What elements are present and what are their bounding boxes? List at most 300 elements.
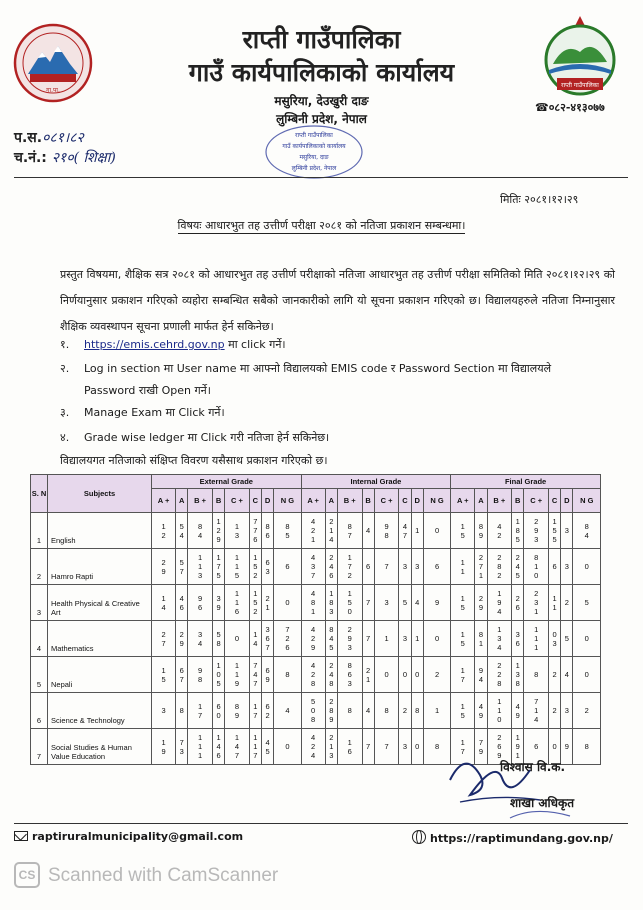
cell-value: 3 (402, 562, 408, 571)
external-grade-cell (274, 693, 301, 729)
final-grade-cell (561, 549, 573, 585)
cell-value: 3 (564, 526, 569, 535)
cell-value: 1 6 (347, 737, 352, 756)
internal-grade-cell (337, 549, 362, 585)
external-grade-cell (274, 657, 301, 693)
reference-ps (14, 128, 84, 147)
cell-value: 6 (534, 742, 539, 751)
subject-text: विषयः आधारभुत तह उत्तीर्ण परीक्षा २०८१ को नतिजा प्रकाशन सम्बन्धमा। (177, 219, 466, 232)
final-grade-cell (512, 693, 524, 729)
cell-value: 2 (402, 706, 408, 715)
external-grade-cell (249, 657, 261, 693)
row-sn: 5 (31, 657, 48, 693)
external-grade-cell (188, 657, 213, 693)
cell-value: 7 (384, 742, 389, 751)
external-grade-cell (225, 729, 250, 765)
cell-value: 7 (384, 562, 389, 571)
cell-value: 1 1 1 (534, 625, 539, 652)
cell-value: 3 9 (216, 593, 221, 612)
external-grade-cell (225, 513, 250, 549)
table-row (31, 657, 601, 693)
grade-header: B (512, 489, 524, 513)
cell-value: 1 (384, 634, 389, 643)
grade-header: B (212, 489, 224, 513)
step-number: २. (60, 362, 70, 375)
external-grade-cell (262, 729, 274, 765)
external-grade-cell (212, 585, 224, 621)
final-grade-cell (451, 513, 475, 549)
cell-value: 3 (415, 562, 420, 571)
cell-value: 8 1 (478, 629, 483, 648)
cell-value: 8 5 (285, 521, 290, 540)
cell-value: 2 6 (515, 593, 520, 612)
cell-value: 4 2 1 (311, 517, 316, 544)
final-grade-cell (487, 513, 512, 549)
external-grade-cell (225, 549, 250, 585)
cell-value: 1 1 0 (497, 697, 502, 724)
row-subject: Mathematics (48, 621, 152, 657)
internal-grade-cell (399, 549, 411, 585)
cell-value: 5 (564, 634, 569, 643)
cell-value: 3 4 (198, 629, 203, 648)
cell-value: 2 9 (161, 557, 166, 576)
final-grade-cell (561, 621, 573, 657)
cell-value: 0 (415, 742, 420, 751)
cell-value: 1 5 (460, 521, 465, 540)
cell-value: 7 (366, 598, 371, 607)
final-grade-cell (561, 585, 573, 621)
cell-value: 6 2 (265, 701, 270, 720)
office-title-line2: गाउँ कार्यपालिकाको कार्यालय (188, 58, 455, 87)
cell-value: 0 (384, 670, 389, 679)
internal-grade-cell (362, 693, 374, 729)
final-grade-cell (561, 513, 573, 549)
final-grade-cell (524, 585, 549, 621)
cell-value: 7 (366, 742, 371, 751)
signatory-name: विश्वास वि.क. (500, 760, 566, 774)
footer-website (412, 830, 613, 845)
office-address-line1: मसुरिया, देउखुरी दाङ (274, 94, 369, 108)
external-grade-cell (249, 621, 261, 657)
cell-value: 8 9 (234, 701, 240, 720)
final-grade-cell (524, 693, 549, 729)
step-1 (60, 337, 286, 352)
cell-value: 1 5 (460, 593, 465, 612)
results-body (31, 513, 601, 765)
step-number: १. (60, 338, 70, 351)
internal-grade-header: Internal Grade (301, 475, 451, 489)
letter-subject (0, 218, 643, 233)
internal-grade-cell (374, 693, 399, 729)
internal-grade-cell (362, 621, 374, 657)
internal-grade-cell (337, 513, 362, 549)
step-text: मा click गर्ने। (224, 338, 286, 351)
cell-value: 1 5 2 (253, 553, 258, 580)
cell-value: 6 (552, 562, 557, 571)
internal-grade-cell (337, 657, 362, 693)
camscanner-watermark (14, 862, 278, 888)
external-grade-cell (176, 693, 188, 729)
cell-value: 1 (415, 526, 420, 535)
internal-grade-cell (362, 513, 374, 549)
internal-grade-cell (411, 585, 423, 621)
ps-value: ०८१।८२ (42, 130, 84, 146)
internal-grade-cell (362, 729, 374, 765)
internal-grade-cell (374, 585, 399, 621)
internal-grade-cell (362, 585, 374, 621)
external-grade-cell (225, 693, 250, 729)
emis-link[interactable]: https://emis.cehrd.gov.np (84, 338, 225, 351)
cell-value: 4 9 (478, 701, 483, 720)
cell-value: 2 8 2 (497, 553, 502, 580)
row-subject: English (48, 513, 152, 549)
final-grade-cell (524, 513, 549, 549)
cell-value: 1 4 (253, 629, 258, 648)
grade-header: A + (152, 489, 176, 513)
final-grade-cell (475, 585, 487, 621)
step-4 (60, 430, 329, 445)
cell-value: 4 3 7 (311, 553, 316, 580)
cell-value: 1 1 7 (253, 733, 258, 760)
cell-value: 7 2 6 (285, 625, 290, 652)
external-grade-cell (262, 693, 274, 729)
col-subjects-header: Subjects (48, 475, 152, 513)
svg-text:गाउँ कार्यपालिकाको कार्यालय: गाउँ कार्यपालिकाको कार्यालय (282, 143, 346, 150)
internal-grade-cell (411, 621, 423, 657)
cell-value: 1 8 5 (515, 517, 520, 544)
final-grade-cell (512, 657, 524, 693)
final-grade-cell (451, 693, 475, 729)
cell-value: 7 (366, 634, 371, 643)
final-grade-cell (573, 585, 601, 621)
table-row (31, 693, 601, 729)
internal-grade-cell (374, 657, 399, 693)
internal-grade-cell (411, 693, 423, 729)
cell-value: 2 7 1 (478, 553, 483, 580)
cell-value: 6 7 (179, 665, 184, 684)
cell-value: 4 2 (497, 521, 502, 540)
external-grade-cell (212, 621, 224, 657)
cell-value: 1 7 (198, 701, 203, 720)
cell-value: 8 6 3 (347, 661, 352, 688)
cell-value: 0 (434, 634, 440, 643)
internal-grade-cell (301, 621, 325, 657)
external-grade-cell (176, 585, 188, 621)
cell-value: 4 2 9 (311, 625, 316, 652)
external-grade-cell (212, 729, 224, 765)
footer-divider (14, 823, 628, 824)
cell-value: 2 (552, 706, 557, 715)
external-grade-cell (262, 549, 274, 585)
external-grade-cell (188, 513, 213, 549)
cell-value: 0 (285, 598, 290, 607)
external-grade-cell (262, 657, 274, 693)
office-address-line2: लुम्बिनी प्रदेश, नेपाल (276, 112, 367, 126)
external-grade-cell (152, 549, 176, 585)
office-phone: ☎०८२-४१३०७७ (535, 101, 605, 114)
external-grade-cell (176, 729, 188, 765)
cell-value: 5 8 (216, 629, 221, 648)
row-subject: Nepali (48, 657, 152, 693)
cell-value: 1 (434, 706, 440, 715)
summary-note: विद्यालयगत नतिजाको संक्षिप्त विवरण यसैसाथ प्रकाशन गरिएको छ। (60, 454, 328, 467)
svg-text:राप्ती गाउँपालिका: राप्ती गाउँपालिका (295, 132, 333, 139)
external-grade-cell (225, 585, 250, 621)
cell-value: 8 (415, 706, 420, 715)
final-grade-cell (524, 621, 549, 657)
cell-value: 2 1 (366, 665, 371, 684)
cell-value: 0 (402, 670, 408, 679)
internal-grade-cell (301, 513, 325, 549)
cell-value: 2 9 3 (347, 625, 352, 652)
row-sn: 1 (31, 513, 48, 549)
final-grade-cell (524, 549, 549, 585)
cell-value: 1 4 6 (216, 733, 221, 760)
internal-grade-cell (411, 513, 423, 549)
final-grade-cell (512, 621, 524, 657)
cell-value: 2 (584, 706, 589, 715)
grade-header: A (176, 489, 188, 513)
grade-header: A + (301, 489, 325, 513)
final-grade-header: Final Grade (451, 475, 601, 489)
cell-value: 1 1 5 (234, 553, 240, 580)
internal-grade-cell (374, 621, 399, 657)
internal-grade-cell (337, 585, 362, 621)
external-grade-cell (152, 693, 176, 729)
cell-value: 1 5 (460, 629, 465, 648)
cell-value: 9 8 (384, 521, 389, 540)
cell-value: 8 1 0 (534, 553, 539, 580)
internal-grade-cell (399, 621, 411, 657)
final-grade-cell (548, 585, 560, 621)
grade-header: B + (487, 489, 512, 513)
row-subject: Hamro Rapti (48, 549, 152, 585)
cell-value: 7 4 7 (253, 661, 258, 688)
grade-header: A + (451, 489, 475, 513)
cell-value: 1 5 5 (552, 517, 557, 544)
grade-header: B (362, 489, 374, 513)
final-grade-cell (548, 513, 560, 549)
row-sn: 6 (31, 693, 48, 729)
cell-value: 1 1 3 (198, 553, 203, 580)
grade-header: C + (374, 489, 399, 513)
external-grade-cell (225, 657, 250, 693)
row-sn: 2 (31, 549, 48, 585)
internal-grade-cell (399, 585, 411, 621)
internal-grade-cell (423, 585, 450, 621)
cell-value: 1 5 2 (253, 589, 258, 616)
internal-grade-cell (374, 513, 399, 549)
results-table (30, 474, 601, 765)
step-text: Manage Exam मा Click गर्ने। (84, 406, 225, 419)
cell-value: 8 (584, 742, 589, 751)
cell-value: 9 8 (198, 665, 203, 684)
internal-grade-cell (399, 729, 411, 765)
cell-value: 9 (434, 598, 440, 607)
cell-value: 3 (161, 706, 166, 715)
internal-grade-cell (325, 621, 337, 657)
final-grade-cell (475, 693, 487, 729)
cell-value: 1 9 4 (497, 589, 502, 616)
cell-value: 0 (552, 742, 557, 751)
cell-value: 4 (366, 706, 371, 715)
external-grade-cell (262, 513, 274, 549)
cell-value: 1 3 4 (497, 625, 502, 652)
cell-value: 8 4 (584, 521, 589, 540)
grade-header: D (411, 489, 423, 513)
cell-value: 0 (584, 562, 589, 571)
cell-value: 2 6 9 (497, 733, 502, 760)
internal-grade-cell (325, 657, 337, 693)
cell-value: 4 8 1 (311, 589, 316, 616)
website-text[interactable]: https://raptimundang.gov.np/ (430, 832, 613, 845)
external-grade-header: External Grade (152, 475, 302, 489)
cell-value: 1 9 (161, 737, 166, 756)
final-grade-cell (487, 657, 512, 693)
external-grade-cell (212, 549, 224, 585)
final-grade-cell (475, 513, 487, 549)
cell-value: 1 (415, 634, 420, 643)
final-grade-cell (548, 549, 560, 585)
final-grade-cell (573, 621, 601, 657)
cell-value: 0 (434, 526, 440, 535)
external-grade-cell (249, 585, 261, 621)
cell-value: 1 5 (161, 665, 166, 684)
cell-value: 8 6 (265, 521, 270, 540)
external-grade-cell (188, 585, 213, 621)
cn-value: २१०( शिक्षा) (51, 150, 116, 166)
cell-value: 1 1 6 (234, 589, 240, 616)
cell-value: 1 8 3 (329, 589, 334, 616)
cell-value: 2 3 1 (534, 589, 539, 616)
final-grade-cell (487, 585, 512, 621)
internal-grade-cell (337, 621, 362, 657)
final-grade-cell (524, 657, 549, 693)
cell-value: 2 2 8 (497, 661, 502, 688)
cell-value: 4 2 8 (311, 661, 316, 688)
reference-cn (14, 148, 116, 167)
mail-icon (14, 831, 28, 841)
cell-value: 8 (534, 670, 539, 679)
internal-grade-cell (362, 657, 374, 693)
final-grade-cell (573, 657, 601, 693)
cell-value: 9 6 (198, 593, 203, 612)
cell-value: 1 2 9 (216, 517, 221, 544)
external-grade-cell (249, 693, 261, 729)
final-grade-cell (573, 549, 601, 585)
internal-grade-cell (337, 729, 362, 765)
final-grade-cell (451, 585, 475, 621)
final-grade-cell (451, 657, 475, 693)
external-grade-cell (176, 657, 188, 693)
cell-value: 6 (285, 562, 290, 571)
ps-label: प.स. (14, 130, 43, 146)
cell-value: 8 (285, 670, 290, 679)
cell-value: 5 4 (179, 521, 184, 540)
internal-grade-cell (325, 549, 337, 585)
external-grade-cell (274, 621, 301, 657)
cell-value: 1 9 1 (515, 733, 520, 760)
cell-value: 2 9 (179, 629, 184, 648)
final-grade-cell (487, 621, 512, 657)
cell-value: 8 7 (347, 521, 352, 540)
internal-grade-cell (325, 585, 337, 621)
external-grade-cell (152, 729, 176, 765)
camscanner-badge: CS (14, 862, 40, 888)
cell-value: 1 1 9 (234, 661, 240, 688)
cell-value: 7 1 4 (534, 697, 539, 724)
internal-grade-cell (399, 513, 411, 549)
cell-value: 3 (564, 706, 569, 715)
cell-value: 2 9 (478, 593, 483, 612)
cell-value: 0 (234, 634, 240, 643)
cell-value: 1 4 7 (234, 733, 240, 760)
cell-value: 8 4 5 (329, 625, 334, 652)
grade-header: C (249, 489, 261, 513)
cell-value: 4 (366, 526, 371, 535)
cell-value: 1 0 5 (216, 661, 221, 688)
cell-value: 8 4 (198, 521, 203, 540)
final-grade-cell (561, 657, 573, 693)
internal-grade-cell (301, 585, 325, 621)
cell-value: 0 (415, 670, 420, 679)
cell-value: 3 (402, 742, 408, 751)
cell-value: 0 (584, 670, 589, 679)
external-grade-cell (152, 657, 176, 693)
watermark-text: Scanned with CamScanner (48, 865, 279, 886)
final-grade-cell (487, 693, 512, 729)
step-number: ४. (60, 431, 70, 444)
cell-value: 5 7 (179, 557, 184, 576)
external-grade-cell (188, 729, 213, 765)
cell-value: 5 (584, 598, 589, 607)
cell-value: 3 (384, 598, 389, 607)
internal-grade-cell (301, 549, 325, 585)
cell-value: 7 9 (478, 737, 483, 756)
row-subject: Social Studies & Human Value Education (48, 729, 152, 765)
final-grade-cell (512, 585, 524, 621)
internal-grade-cell (301, 657, 325, 693)
cell-value: 8 (347, 706, 352, 715)
cell-value: 4 6 (179, 593, 184, 612)
cell-value: 1 2 (161, 521, 166, 540)
cell-value: 1 7 (460, 665, 465, 684)
external-grade-cell (274, 729, 301, 765)
step-text: Grade wise ledger मा Click गरी नतिजा हेर्न सकिनेछ। (84, 431, 330, 444)
cell-value: 2 8 9 (329, 697, 334, 724)
cell-value: 4 (415, 598, 420, 607)
internal-grade-cell (325, 513, 337, 549)
final-grade-cell (573, 693, 601, 729)
email-text[interactable]: raptiruralmunicipality@gmail.com (32, 830, 244, 843)
cell-value: 9 (564, 742, 569, 751)
final-grade-cell (512, 549, 524, 585)
final-grade-cell (451, 549, 475, 585)
final-grade-cell (548, 621, 560, 657)
external-grade-cell (249, 729, 261, 765)
external-grade-cell (212, 513, 224, 549)
final-grade-cell (512, 513, 524, 549)
internal-grade-cell (374, 549, 399, 585)
row-subject: Science & Technology (48, 693, 152, 729)
cell-value: 2 (564, 598, 569, 607)
external-grade-cell (152, 621, 176, 657)
grade-header: N G (573, 489, 601, 513)
grade-header: C (399, 489, 411, 513)
row-subject: Health Physical & Creative Art (48, 585, 152, 621)
cn-label: च.नं.: (14, 150, 47, 166)
cell-value: 2 1 4 (329, 517, 334, 544)
